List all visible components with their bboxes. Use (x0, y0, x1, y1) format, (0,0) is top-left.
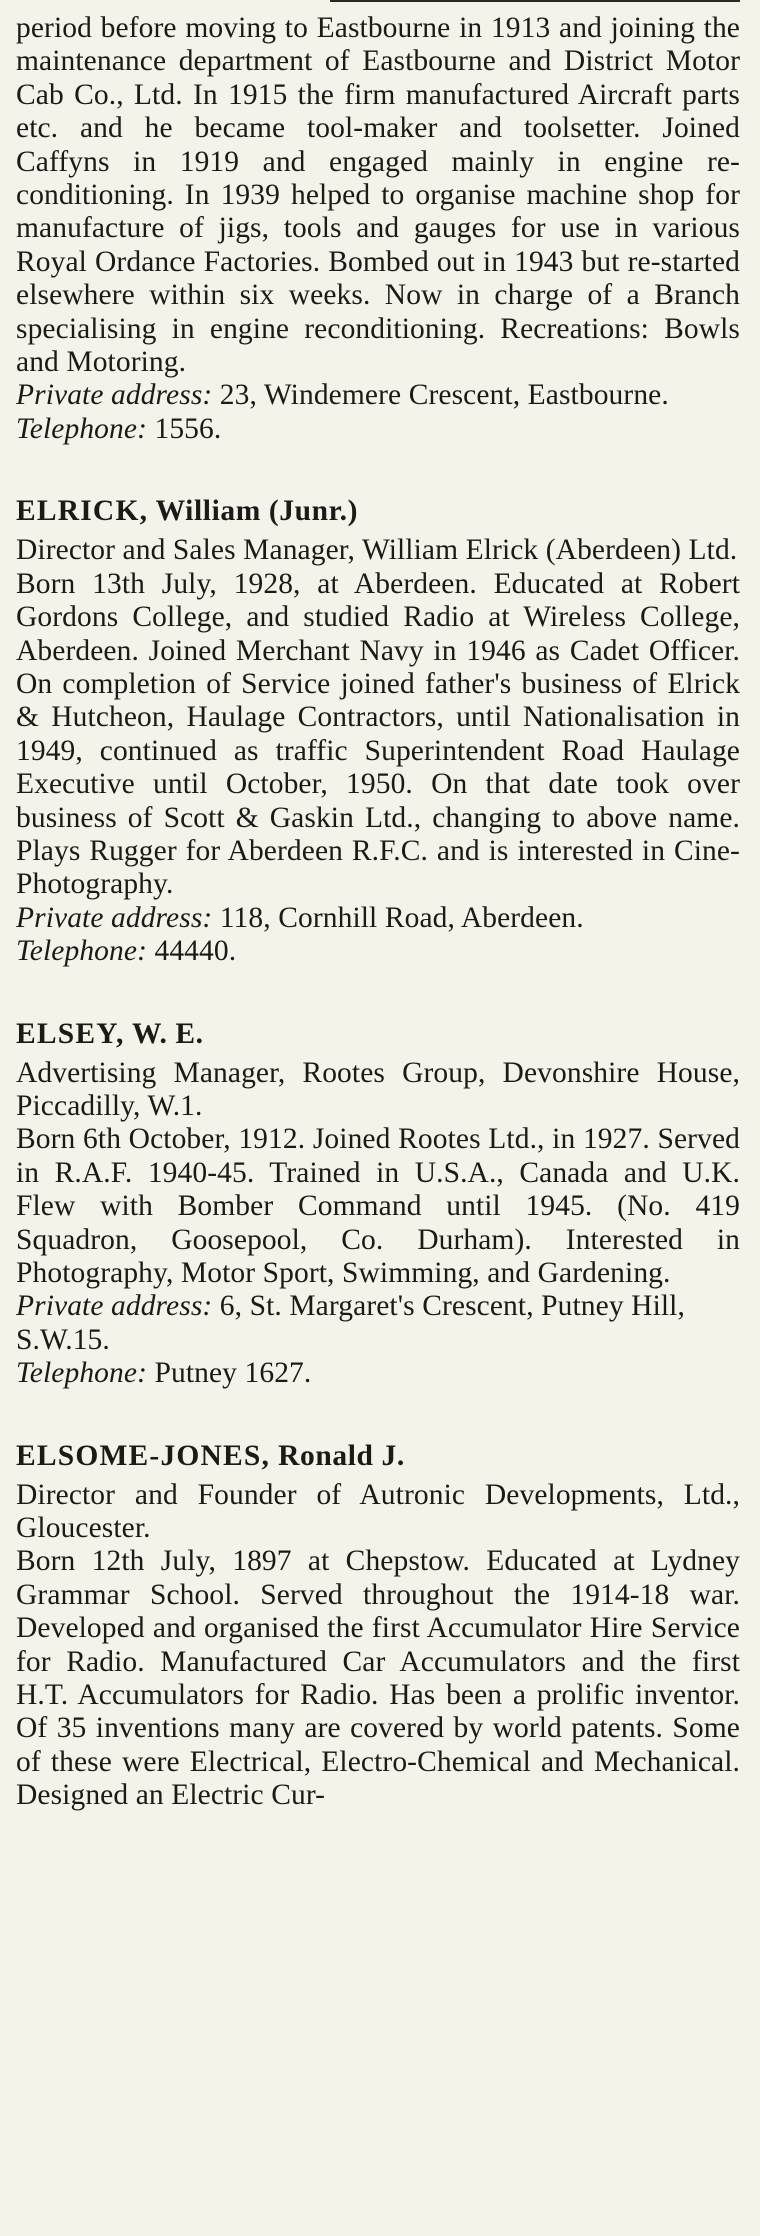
entry-elsey (16, 1017, 740, 1391)
entry-elsome-jones (16, 1439, 740, 1813)
entry-bio: Born 6th October, 1912. Joined Rootes Ltd., in 1927. Served in R.A.F. 1940-45. Trained in U.S.A., Canada and U.K. Flew with Bomber Command until 1945. (No. 419 Squadron, Goosepool, Co. Durham). Interested in Photography, Motor Sport, Swimming, and Gardening. (16, 1123, 740, 1289)
address-label: Private address: (16, 1290, 213, 1323)
continued-entry (16, 12, 740, 446)
entry-position: Director and Sales Manager, William Elrick (Aberdeen) Ltd. (16, 534, 738, 567)
address-label: Private address: (16, 379, 213, 412)
address-label: Private address: (16, 901, 213, 934)
entry-name (16, 1439, 740, 1473)
entry-name (16, 1017, 740, 1051)
entry-address (16, 902, 740, 935)
entry-position: Director and Founder of Autronic Developments, Ltd., Gloucester. (16, 1478, 740, 1545)
address-text: 6, St. Margaret's Crescent, Putney Hill, S.W.15. (16, 1290, 685, 1356)
directory-page (16, 12, 740, 1813)
entry-bio: period before moving to Eastbourne in 1913 and joining the maintenance department of Eastbourne and District Motor Cab Co., Ltd. In 1915 the firm manufactured Aircraft parts etc. and he became tool-maker and toolsetter. Joined Caffyns in 1919 and engaged mainly in engine re-conditioning. In 1939 helped to organise machine shop for manufacture of jigs, tools and gauges for use in various Royal Ordance Factories. Bombed out in 1943 but re-started elsewhere within six weeks. Now in charge of a Branch specialising in engine reconditioning. Recreations: Bowls and Motoring. (16, 12, 740, 379)
entry-surname: ELSEY, (16, 1017, 125, 1050)
entry-telephone (16, 935, 740, 968)
entry-given-name: Ronald J. (270, 1439, 405, 1472)
top-rule (330, 0, 740, 2)
entry-surname: ELSOME-JONES, (16, 1439, 271, 1472)
telephone-label: Telephone: (16, 412, 147, 445)
address-text: 23, Windemere Crescent, Eastbourne. (212, 379, 669, 412)
entry-telephone (16, 1357, 740, 1390)
entry-address (16, 379, 740, 446)
entry-surname: ELRICK, (16, 495, 149, 528)
telephone-number: Putney 1627. (147, 1357, 312, 1390)
entry-position: Advertising Manager, Rootes Group, Devonshire House, Piccadilly, W.1. (16, 1056, 740, 1122)
entry-given-name: William (Junr.) (148, 495, 359, 528)
telephone-label: Telephone: (16, 935, 147, 968)
entry-bio: Born 13th July, 1928, at Aberdeen. Educated at Robert Gordons College, and studied Radio at Wireless College, Aberdeen. Joined Merchant Navy in 1946 as Cadet Officer. On completion of Service joined father's business of Elrick & Hutcheon, Haulage Contractors, until Nationalisation in 1949, continued as traffic Superintendent Road Haulage Executive until October, 1950. On that date took over business of Scott & Gaskin Ltd., changing to above name. Plays Rugger for Aberdeen R.F.C. and is interested in Cine-Photography. (16, 567, 740, 901)
telephone-number: 1556. (147, 412, 222, 445)
entry-elrick (16, 494, 740, 968)
entry-given-name: W. E. (124, 1017, 204, 1050)
address-text: 118, Cornhill Road, Aberdeen. (212, 901, 584, 934)
entry-name (16, 494, 740, 528)
telephone-label: Telephone: (16, 1357, 147, 1390)
entry-address (16, 1290, 740, 1357)
entry-bio: Born 12th July, 1897 at Chepstow. Educated at Lydney Grammar School. Served throughout the 1914-18 war. Developed and organised the first Accumulator Hire Service for Radio. Manufactured Car Accumulators and the first H.T. Accumulators for Radio. Has been a prolific inventor. Of 35 inventions many are covered by world patents. Some of these were Electrical, Electro-Chemical and Mechanical. Designed an Electric Cur- (16, 1545, 740, 1812)
telephone-number: 44440. (147, 935, 237, 968)
